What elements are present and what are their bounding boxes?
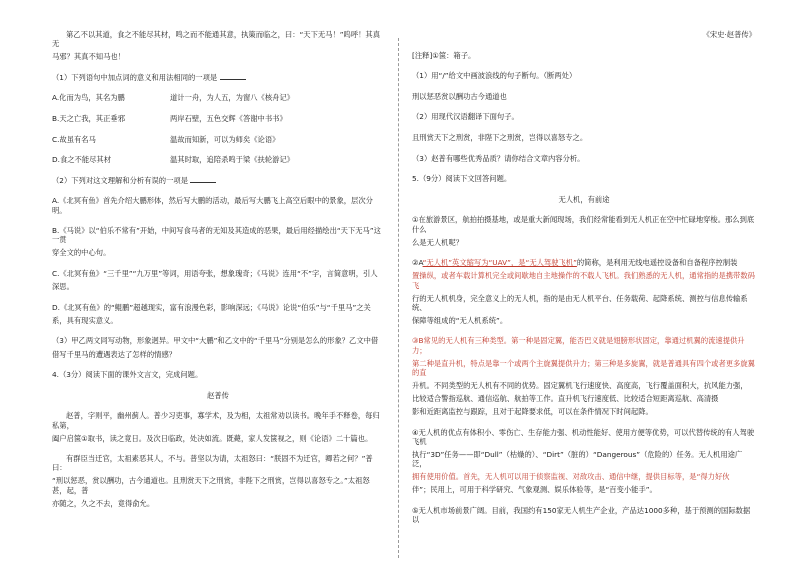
passage-line-4: “刑以惩恶，赏以酬功，古今通道也。且刑赏天下之刑赏，非陛下之刑赏，岂得以喜怒专之。”太祖怒甚，起，普: [52, 476, 370, 495]
section-5-heading: 5.（9分）阅读下文回答问题。: [412, 174, 512, 184]
q2-option-a: A.《北冥有鱼》首先介绍大鹏形体，然后写大鹏的活动，最后写大鹏飞上高空后眼中的景象，层次分明。: [52, 196, 373, 215]
article-para-3-line-5: 影和近距离监控与跟踪，且对于起降要求低，可以在条件情况下时间起降。: [412, 407, 653, 417]
section-4-heading: 4.（3分）阅读下面的课外文言文，完成问题。: [52, 370, 203, 380]
q2-option-b-cont: 穿全文的中心句。: [52, 248, 111, 258]
article-para-2-line-2: 置操纵，或者车载计算机完全或间歇地自主地操作的不载人飞机。我们熟悉的无人机，通常指的是携带数码飞: [412, 271, 755, 290]
article-para-5: ⑤无人机市场前景广阔。目前，我国约有150家无人机生产企业，产品达1000多种，基于预测的国际数据以: [412, 505, 751, 524]
article-para-3-line-2: 第二种是直升机，特点是靠一个或两个主旋翼提供升力；第三种是多旋翼，就是普通具有四个或者更多旋翼的直: [412, 358, 755, 377]
option-c: C.故虽有名马 温故而知新，可以为师矣《论语》: [52, 134, 280, 144]
question-r3: （3）赵普有哪些优秀品质？请你结合文章内容分析。: [412, 153, 585, 163]
passage-ending-cont: 马邪？其真不知马也！: [52, 52, 125, 62]
article-title: 无人机，有前途: [558, 194, 610, 204]
option-d: D.食之不能尽其材 温其时取，追陪杀鸣于梁《扶轮游记》: [52, 155, 295, 165]
passage-line-1: 赵普，字则平，幽州蓟人。普少习吏事，寡学术，及为相，太祖常劝以读书。晚年手不释卷，每归私第，: [52, 411, 380, 430]
article-para-3: ③B常见的无人机有三种类型。第一种是固定翼，能否巴义就是翅膀形状固定，靠通过机翼的流速提供升力；: [412, 336, 745, 355]
article-para-3-line-4: 比较适合警指巡航、通信巡航、航拍等工作。直升机飞行速度低、比较适合短距离巡航、高清摄: [412, 394, 719, 404]
q2-option-b: B.《马说》以“伯乐不常有”开始，中间写食马者的无知及其造成的恶果，最后用经描绘出“天下无马”这一贯: [52, 226, 381, 245]
question-r1-sentence: 刑以惩恶赏以酬功古今通道也: [412, 91, 507, 101]
question-3-cont: 借写千里马的遭遇表达了怎样的情感？: [52, 349, 177, 359]
question-1: （1）下列语句中加点词的意义和用法相同的一项是: [52, 73, 384, 82]
article-para-4-line-4: 伴”；民用上，可用于科学研究、气象观测、娱乐体验等，是“百变小能手”。: [412, 485, 657, 495]
article-para-1-cont: 么是无人机呢？: [412, 237, 464, 247]
passage-ending: 第乙不以其道，食之不能尽其材，鸣之而不能通其意，执策而临之，曰：“天下无马！”呜呼！其真无: [52, 30, 381, 49]
q2-option-d: D.《北冥有鱼》的“鲲鹏”超越现实，富有浪漫色彩，影响深远；《马说》论说“伯乐”与“千里马”之关: [52, 302, 371, 312]
passage-source: 《宋史·赵普传》: [702, 30, 756, 39]
q2-option-d-cont: 系，具有现实意义。: [52, 315, 118, 325]
left-column: [52, 30, 384, 519]
q2-option-c-cont: 深思。: [52, 282, 74, 292]
answer-blank[interactable]: [190, 176, 216, 183]
underlined-text: “无人机”英文缩写为“UAV”，是“无人驾驶飞机”: [422, 258, 577, 268]
q2-option-c: C.《北冥有鱼》“三千里”“九万里”等词，用语夸张，想象瑰奇；《马说》连用“不”字，言简意明，引人: [52, 269, 378, 279]
right-column: [412, 30, 756, 536]
question-r2: （2）用现代汉语翻译下面句子。: [412, 112, 519, 122]
question-r1: （1）用“/”给文中画波浪线的句子断句。（断两处）: [412, 71, 577, 81]
option-a: A.化而为鸟，其名为鹏 道计一舟，为人五，为窗八《核舟记》: [52, 93, 295, 103]
question-r2-sentence: 且刑赏天下之刑赏，非陛下之刑赏，岂得以喜怒专之。: [412, 133, 588, 143]
article-para-4-line-2: 执行“3D”任务——即“Dull”（枯燥的）、“Dirt”（脏的）“Dangerous”（危险的）任务。无人机用途广泛，: [412, 449, 743, 469]
article-para-2: ②A“无人机”英文缩写为“UAV”，是“无人驾驶飞机”的简称，是利用无线电遥控设备和自备程序控制装: [412, 258, 738, 268]
article-para-3-line-3: 升机。不同类型的无人机有不同的优势。固定翼机飞行速度快、高度高，飞行覆盖面积大，抗风能力强，: [412, 380, 748, 390]
article-para-4-line-3: 拥有使用价值。首先，无人机可以用于侦察监视、对敌攻击、通信中继，提供目标等，是“得力好伙: [412, 472, 730, 482]
column-divider: [398, 38, 399, 558]
passage-line-5: 亦随之，久之不去，竟得俞允。: [52, 498, 155, 508]
passage-line-2: 阖户启箧①取书，读之竟日。及次日临政，处决如流。既薨，家人发箧视之，则《论语》二十篇也。: [52, 433, 373, 443]
article-para-4: ④无人机的优点有体积小、零伤亡、生存能力强、机动性能好、使用方便等优势，可以代替传统的有人驾驶飞机: [412, 427, 755, 446]
article-para-2-line-4: 保障等组成的“无人机系统”。: [412, 315, 508, 325]
passage-line-3: 有群臣当迁官，太祖素恶其人，不与。普坚以为请，太祖怒曰：“朕固不为迁官，卿若之何？”普曰：: [52, 454, 373, 473]
option-b: B.天之亡我，其正垂邪 两岸石壁，五色交辉《答谢中书书》: [52, 114, 287, 124]
passage-title: 赵普传: [207, 390, 229, 400]
question-2: （2）下列对这文理解和分析有误的一项是: [52, 176, 384, 185]
question-3: （3）甲乙两文同写动物，形象迥异。甲文中“大鹏”和乙文中的“千里马”分别是怎么的形象？乙文中借: [52, 336, 379, 346]
article-para-1: ①在旅游景区，航拍拍摄基地，或是重大新闻现场，我们经常能看到无人机正在空中忙碌地穿梭。那么到底什么: [412, 215, 755, 234]
annotation: [注释]①箧：箱子。: [412, 50, 476, 60]
answer-blank[interactable]: [220, 73, 246, 80]
article-para-2-line-3: 行的无人机机身，完全意义上的无人机，指的是由无人机平台、任务载荷、起降系统、测控与信息传输系统、: [412, 293, 748, 312]
